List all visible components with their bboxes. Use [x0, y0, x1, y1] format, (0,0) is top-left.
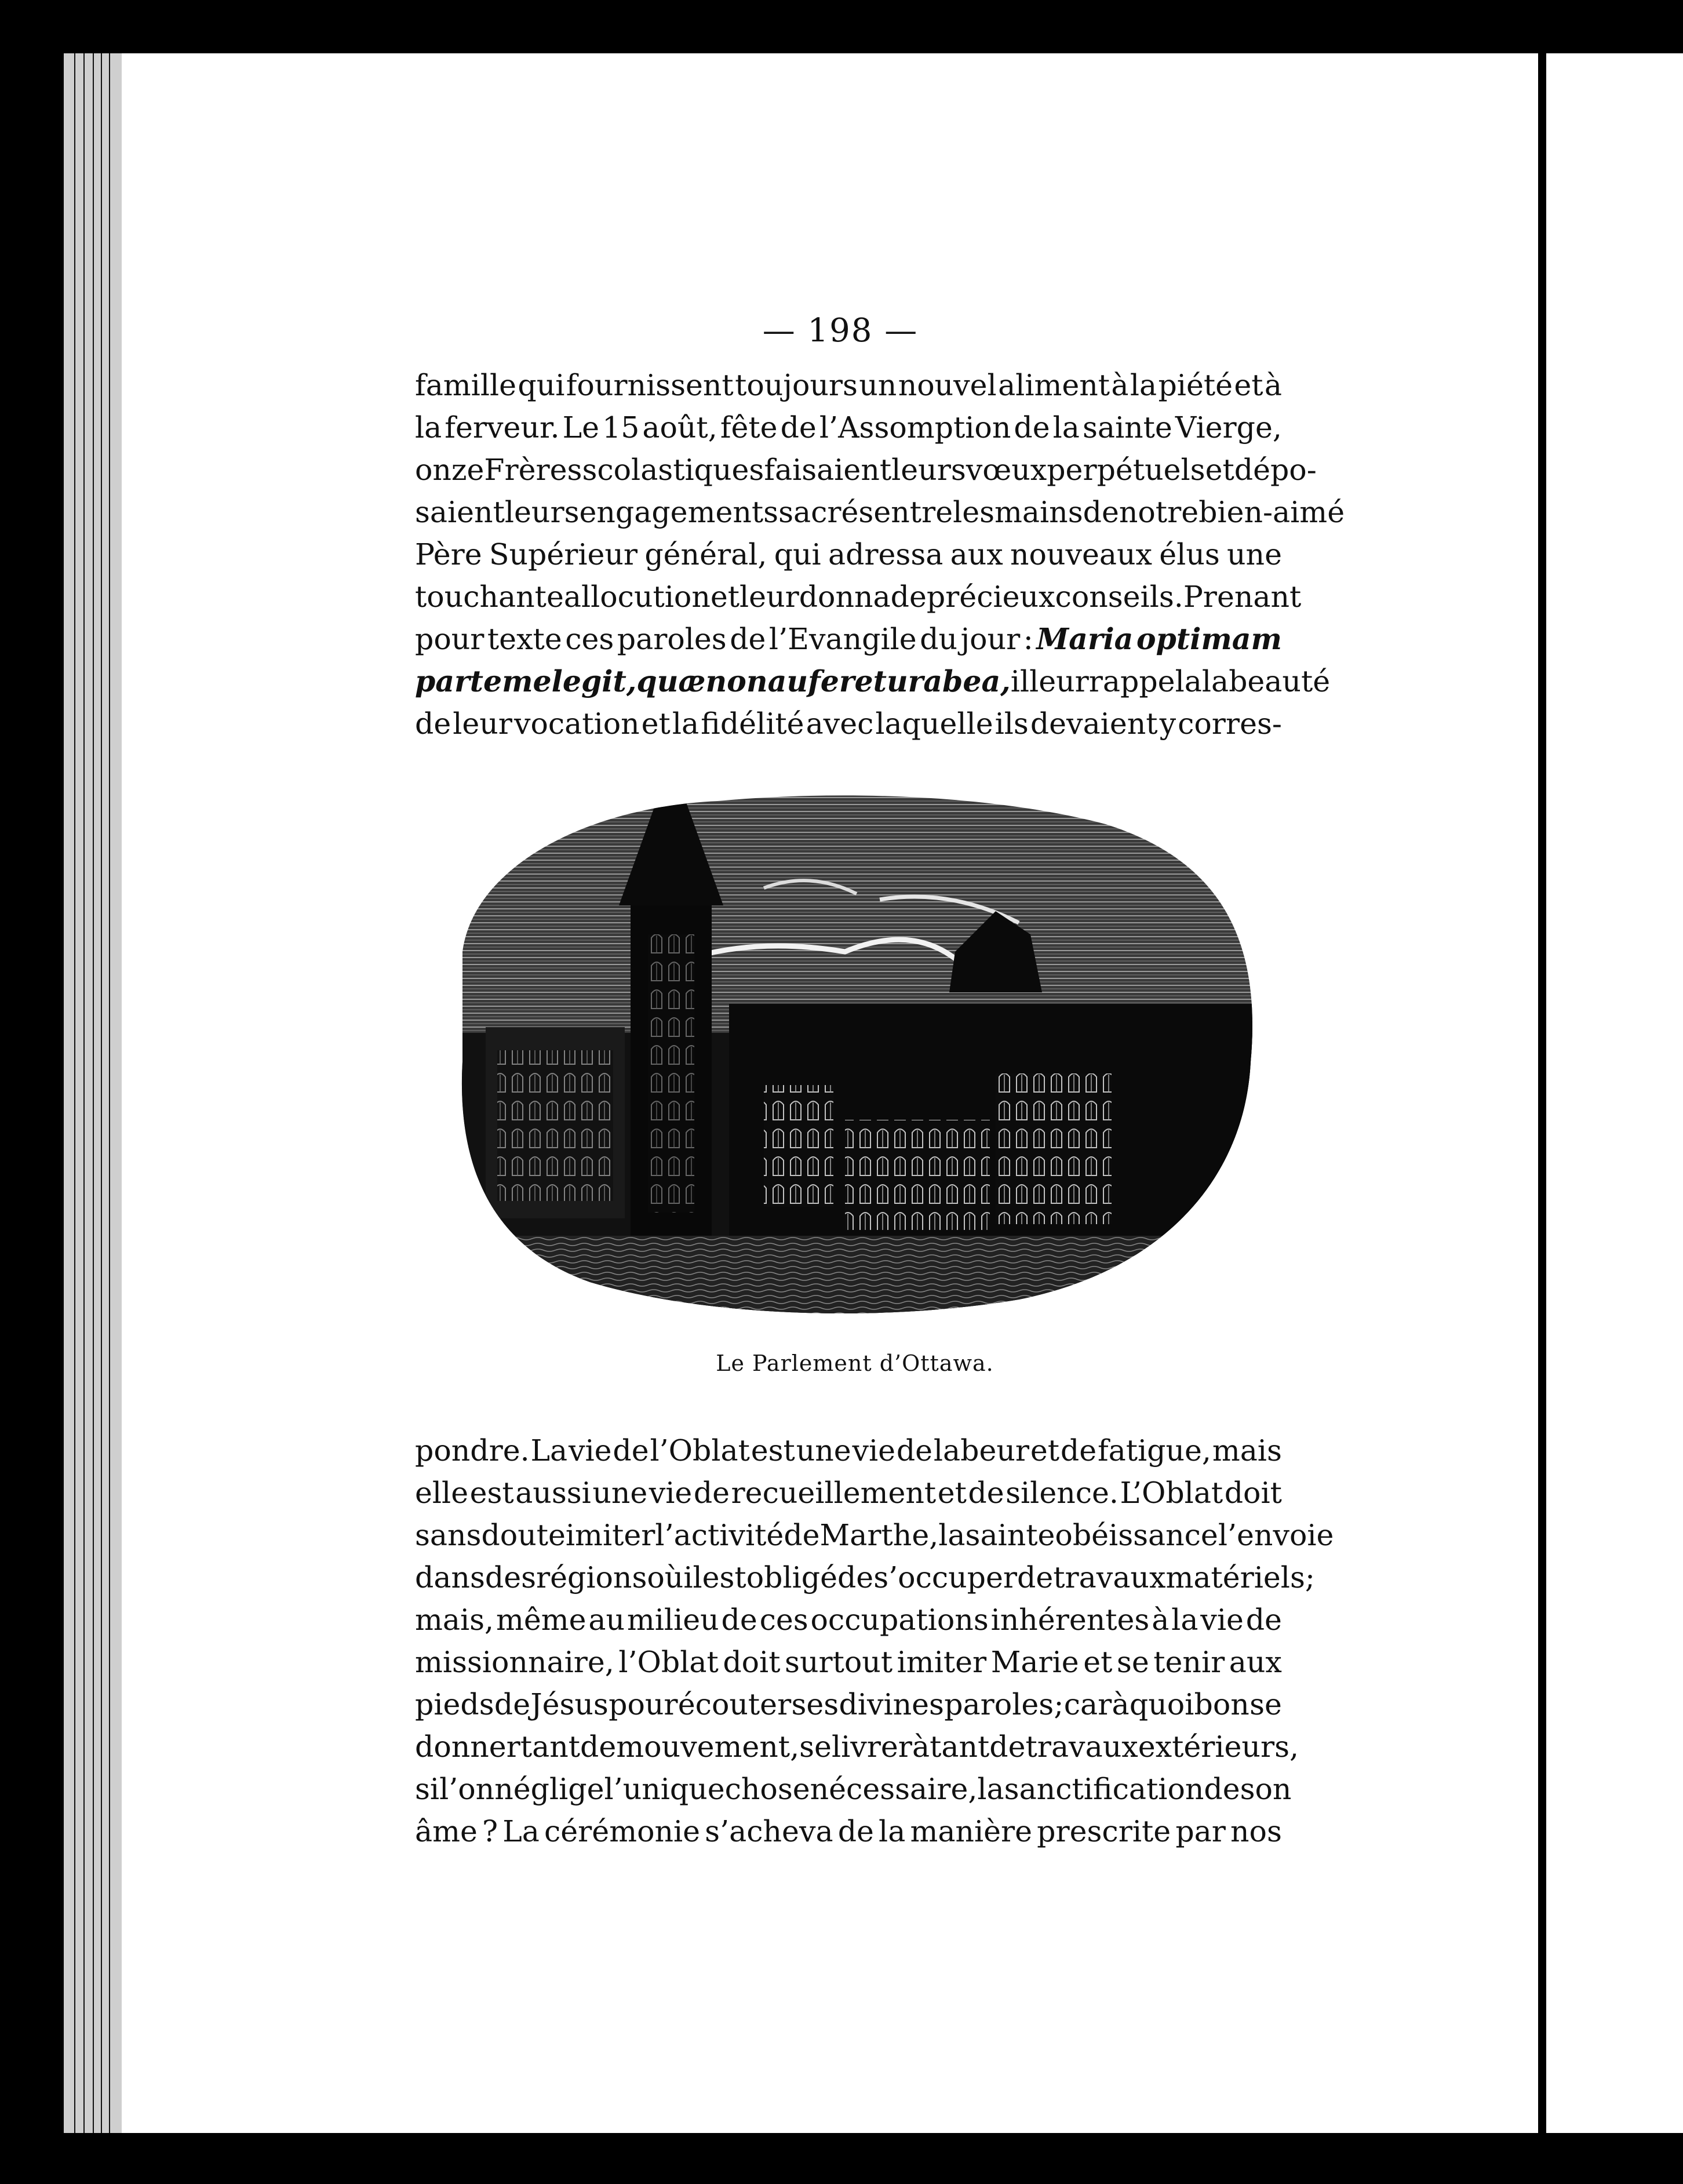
- word: est: [469, 1476, 514, 1510]
- word: la: [1201, 664, 1229, 698]
- word: l’on: [439, 1772, 495, 1806]
- word: la: [415, 410, 442, 445]
- page-number: — 198 —: [762, 312, 919, 350]
- word: de: [780, 410, 817, 445]
- word: est: [751, 1433, 795, 1468]
- word: si: [415, 1772, 440, 1806]
- word: âme: [415, 1814, 478, 1848]
- word: de: [896, 1433, 933, 1468]
- word: adressa: [828, 537, 944, 572]
- word: touchante: [415, 580, 564, 614]
- word: un: [859, 368, 897, 402]
- word: et: [641, 707, 671, 741]
- word: elegit,: [533, 664, 637, 698]
- word: de: [837, 1814, 874, 1848]
- word: non: [705, 664, 768, 698]
- word: une: [592, 1476, 648, 1510]
- word: conseils.: [1055, 580, 1183, 614]
- word: de: [890, 580, 927, 614]
- word: et: [1083, 1645, 1113, 1679]
- word: Jésus: [530, 1687, 609, 1721]
- word: août,: [642, 410, 717, 445]
- word: par: [1175, 1814, 1226, 1848]
- word: leurs: [504, 495, 580, 529]
- illustration-caption: Le Parlement d’Ottawa.: [716, 1351, 994, 1376]
- word: entre: [873, 495, 953, 529]
- word: qui: [774, 537, 821, 572]
- word: sans: [415, 1518, 482, 1552]
- word: sainte: [1082, 410, 1172, 445]
- word: engagements: [579, 495, 779, 529]
- word: s’occuper: [873, 1560, 1018, 1595]
- word: ;: [1305, 1560, 1315, 1595]
- text-line: [415, 1472, 1282, 1514]
- word: ces: [565, 622, 614, 656]
- word: tenir: [1153, 1645, 1225, 1679]
- word: sanctification: [1004, 1772, 1204, 1806]
- word: la: [977, 1772, 1004, 1806]
- text-line: [415, 1683, 1282, 1726]
- word: de: [415, 707, 451, 741]
- word: notre: [1119, 495, 1199, 529]
- word: aux: [950, 537, 1003, 572]
- word: ;: [1054, 1687, 1064, 1721]
- word: ferveur.: [445, 410, 560, 445]
- word: bien-aimé: [1198, 495, 1345, 529]
- word: régions: [536, 1560, 647, 1595]
- word: pour: [609, 1687, 678, 1721]
- word: Père: [415, 537, 482, 572]
- paragraph-top: [415, 364, 1345, 745]
- word: tant: [520, 1730, 581, 1764]
- word: beauté: [1229, 664, 1331, 698]
- word: la: [672, 707, 700, 741]
- word: leur: [453, 707, 512, 741]
- word: elle: [415, 1476, 469, 1510]
- word: de: [721, 1603, 757, 1637]
- word: et: [1205, 453, 1234, 487]
- word: à: [912, 1730, 930, 1764]
- word: famille: [415, 368, 517, 402]
- word: sacrés: [778, 495, 874, 529]
- word: l’Evangile: [768, 622, 917, 656]
- word: de: [730, 622, 766, 656]
- word: mains: [995, 495, 1083, 529]
- word: est: [702, 1560, 746, 1595]
- word: se: [799, 1730, 832, 1764]
- word: divines: [839, 1687, 944, 1721]
- word: extérieurs,: [1138, 1730, 1299, 1764]
- text-line: [415, 702, 1282, 745]
- word: Marie: [990, 1645, 1079, 1679]
- word: de: [968, 1476, 1004, 1510]
- word: fatigue,: [1097, 1433, 1211, 1468]
- word: optimam: [1136, 622, 1282, 656]
- word: imiter: [565, 1518, 655, 1552]
- word: l’Oblat: [618, 1645, 719, 1679]
- word: travaux: [1025, 1730, 1138, 1764]
- word: où: [647, 1560, 684, 1595]
- word: de: [784, 1518, 820, 1552]
- word: doute: [481, 1518, 566, 1552]
- word: doit: [723, 1645, 781, 1679]
- text-line: [415, 660, 1331, 702]
- word: faisaient: [764, 453, 892, 487]
- word: Le: [562, 410, 600, 445]
- word: cérémonie: [544, 1814, 701, 1848]
- word: vie: [852, 1433, 896, 1468]
- word: vie: [649, 1476, 693, 1510]
- word: et: [710, 580, 740, 614]
- word: pour: [415, 622, 485, 656]
- word: toujours: [735, 368, 858, 402]
- word: de: [989, 1730, 1026, 1764]
- word: avec: [806, 707, 874, 741]
- word: à: [1264, 368, 1282, 402]
- word: de: [1014, 410, 1050, 445]
- word: pondre.: [415, 1433, 530, 1468]
- word: leur: [740, 580, 799, 614]
- word: de: [1245, 1603, 1282, 1637]
- word: de: [494, 1687, 531, 1721]
- text-line: [415, 618, 1282, 660]
- word: de: [1083, 495, 1119, 529]
- text-line: [415, 449, 1317, 491]
- word: allocution: [563, 580, 711, 614]
- word: chose: [724, 1772, 810, 1806]
- word: livrer: [831, 1730, 912, 1764]
- word: élus: [1159, 537, 1220, 572]
- word: fidélité: [701, 707, 804, 741]
- word: aussi: [515, 1476, 591, 1510]
- word: :: [1023, 622, 1033, 656]
- word: il: [1010, 664, 1030, 698]
- word: Maria: [1036, 622, 1134, 656]
- gutter-rule: [1538, 53, 1546, 2133]
- word: paroles: [617, 622, 727, 656]
- word: doit: [1224, 1476, 1282, 1510]
- word: missionnaire,: [415, 1645, 614, 1679]
- word: ab: [923, 664, 963, 698]
- text-line: [415, 1599, 1282, 1641]
- word: son: [1240, 1772, 1292, 1806]
- word: milieu: [626, 1603, 719, 1637]
- word: leur: [1029, 664, 1089, 698]
- word: obéissance: [1055, 1518, 1218, 1552]
- word: des: [485, 1560, 537, 1595]
- word: pieds: [415, 1687, 494, 1721]
- word: écouter: [677, 1687, 792, 1721]
- word: nos: [1230, 1814, 1282, 1848]
- text-line: [415, 1429, 1282, 1472]
- word: quæ: [636, 664, 706, 698]
- word: corres-: [1178, 707, 1282, 741]
- word: de: [1017, 1560, 1054, 1595]
- word: il: [683, 1560, 702, 1595]
- word: silence.: [1006, 1476, 1119, 1510]
- word: et: [1030, 1433, 1060, 1468]
- word: ils: [995, 707, 1029, 741]
- text-line: [415, 576, 1302, 618]
- word: l’activité: [655, 1518, 784, 1552]
- word: qui: [518, 368, 565, 402]
- word: quoi: [1129, 1687, 1194, 1721]
- word: partem: [415, 664, 533, 698]
- word: de: [693, 1476, 730, 1510]
- word: fournissent: [566, 368, 734, 402]
- word: vœux: [966, 453, 1047, 487]
- word: la: [1052, 410, 1080, 445]
- word: nouvel: [898, 368, 997, 402]
- word: car: [1063, 1687, 1112, 1721]
- text-line: [415, 1810, 1282, 1852]
- word: l’unique: [604, 1772, 725, 1806]
- word: devaient: [1030, 707, 1158, 741]
- word: labeur: [933, 1433, 1030, 1468]
- word: dépo-: [1234, 453, 1317, 487]
- word: mais,: [415, 1603, 494, 1637]
- word: La: [502, 1814, 540, 1848]
- word: jour: [960, 622, 1021, 656]
- text-line: [415, 406, 1282, 449]
- word: les: [953, 495, 995, 529]
- word: nouveaux: [1010, 537, 1153, 572]
- word: la: [938, 1518, 966, 1552]
- text-line: [415, 1768, 1292, 1810]
- word: Supérieur: [489, 537, 638, 572]
- word: mais: [1212, 1433, 1282, 1468]
- word: vie: [568, 1433, 612, 1468]
- word: précieux: [926, 580, 1055, 614]
- word: surtout: [785, 1645, 893, 1679]
- word: tant: [930, 1730, 990, 1764]
- word: Prenant: [1183, 580, 1302, 614]
- text-line: [415, 364, 1282, 406]
- word: la: [1171, 1603, 1198, 1637]
- word: texte: [487, 622, 562, 656]
- word: Vierge,: [1175, 410, 1282, 445]
- word: de: [613, 1433, 649, 1468]
- word: à: [1152, 1603, 1170, 1637]
- paragraph-bottom: [415, 1429, 1334, 1852]
- word: recueillement: [731, 1476, 937, 1510]
- parliament-engraving: [439, 760, 1270, 1320]
- word: matériels: [1165, 1560, 1305, 1595]
- word: général,: [644, 537, 767, 572]
- word: la: [1130, 368, 1157, 402]
- word: Frères: [484, 453, 582, 487]
- word: à: [1112, 1687, 1130, 1721]
- word: du: [920, 622, 958, 656]
- word: inhérentes: [990, 1603, 1150, 1637]
- word: scolastiques: [582, 453, 764, 487]
- word: l’Assomption: [819, 410, 1011, 445]
- word: et: [937, 1476, 967, 1510]
- word: s’acheva: [705, 1814, 833, 1848]
- word: donna: [799, 580, 891, 614]
- word: onze: [415, 453, 485, 487]
- word: ses: [791, 1687, 839, 1721]
- word: se: [1250, 1687, 1282, 1721]
- word: de: [837, 1560, 874, 1595]
- word: saient: [415, 495, 505, 529]
- facing-page-strip: [1546, 53, 1683, 2133]
- word: imiter: [897, 1645, 987, 1679]
- word: Marthe,: [819, 1518, 939, 1552]
- word: se: [1116, 1645, 1149, 1679]
- word: perpétuels: [1047, 453, 1205, 487]
- word: piété: [1158, 368, 1233, 402]
- word: laquelle: [875, 707, 993, 741]
- word: obligé: [746, 1560, 837, 1595]
- word: leurs: [891, 453, 966, 487]
- word: une: [796, 1433, 851, 1468]
- word: nécessaire,: [810, 1772, 978, 1806]
- word: occupations: [810, 1603, 989, 1637]
- word: fête: [720, 410, 778, 445]
- word: ea,: [963, 664, 1011, 698]
- word: mouvement,: [616, 1730, 800, 1764]
- word: y: [1159, 707, 1176, 741]
- word: néglige: [494, 1772, 604, 1806]
- word: rappela: [1088, 664, 1202, 698]
- word: donner: [415, 1730, 520, 1764]
- word: aliment: [998, 368, 1110, 402]
- word: une: [1227, 537, 1282, 572]
- word: au: [588, 1603, 625, 1637]
- text-line: [415, 1514, 1334, 1556]
- word: travaux: [1053, 1560, 1166, 1595]
- word: et: [1234, 368, 1263, 402]
- text-line: [415, 491, 1345, 533]
- word: l’envoie: [1218, 1518, 1334, 1552]
- word: bon: [1194, 1687, 1250, 1721]
- word: 15: [602, 410, 640, 445]
- word: de: [580, 1730, 617, 1764]
- word: l’Oblat: [650, 1433, 750, 1468]
- text-line: [415, 1641, 1282, 1683]
- word: L’Oblat: [1120, 1476, 1223, 1510]
- word: à: [1111, 368, 1129, 402]
- text-line: [415, 533, 1282, 576]
- word: vocation: [513, 707, 640, 741]
- text-line: [415, 1556, 1315, 1599]
- word: La: [530, 1433, 568, 1468]
- text-line: [415, 1726, 1299, 1768]
- word: de: [1060, 1433, 1097, 1468]
- word: paroles: [944, 1687, 1054, 1721]
- word: auferetur: [767, 664, 924, 698]
- word: même: [496, 1603, 586, 1637]
- word: ?: [482, 1814, 498, 1848]
- word: ces: [759, 1603, 808, 1637]
- word: sainte: [965, 1518, 1055, 1552]
- word: manière: [910, 1814, 1033, 1848]
- word: dans: [415, 1560, 485, 1595]
- word: vie: [1200, 1603, 1244, 1637]
- word: la: [879, 1814, 906, 1848]
- word: de: [1204, 1772, 1240, 1806]
- word: prescrite: [1037, 1814, 1171, 1848]
- word: aux: [1229, 1645, 1282, 1679]
